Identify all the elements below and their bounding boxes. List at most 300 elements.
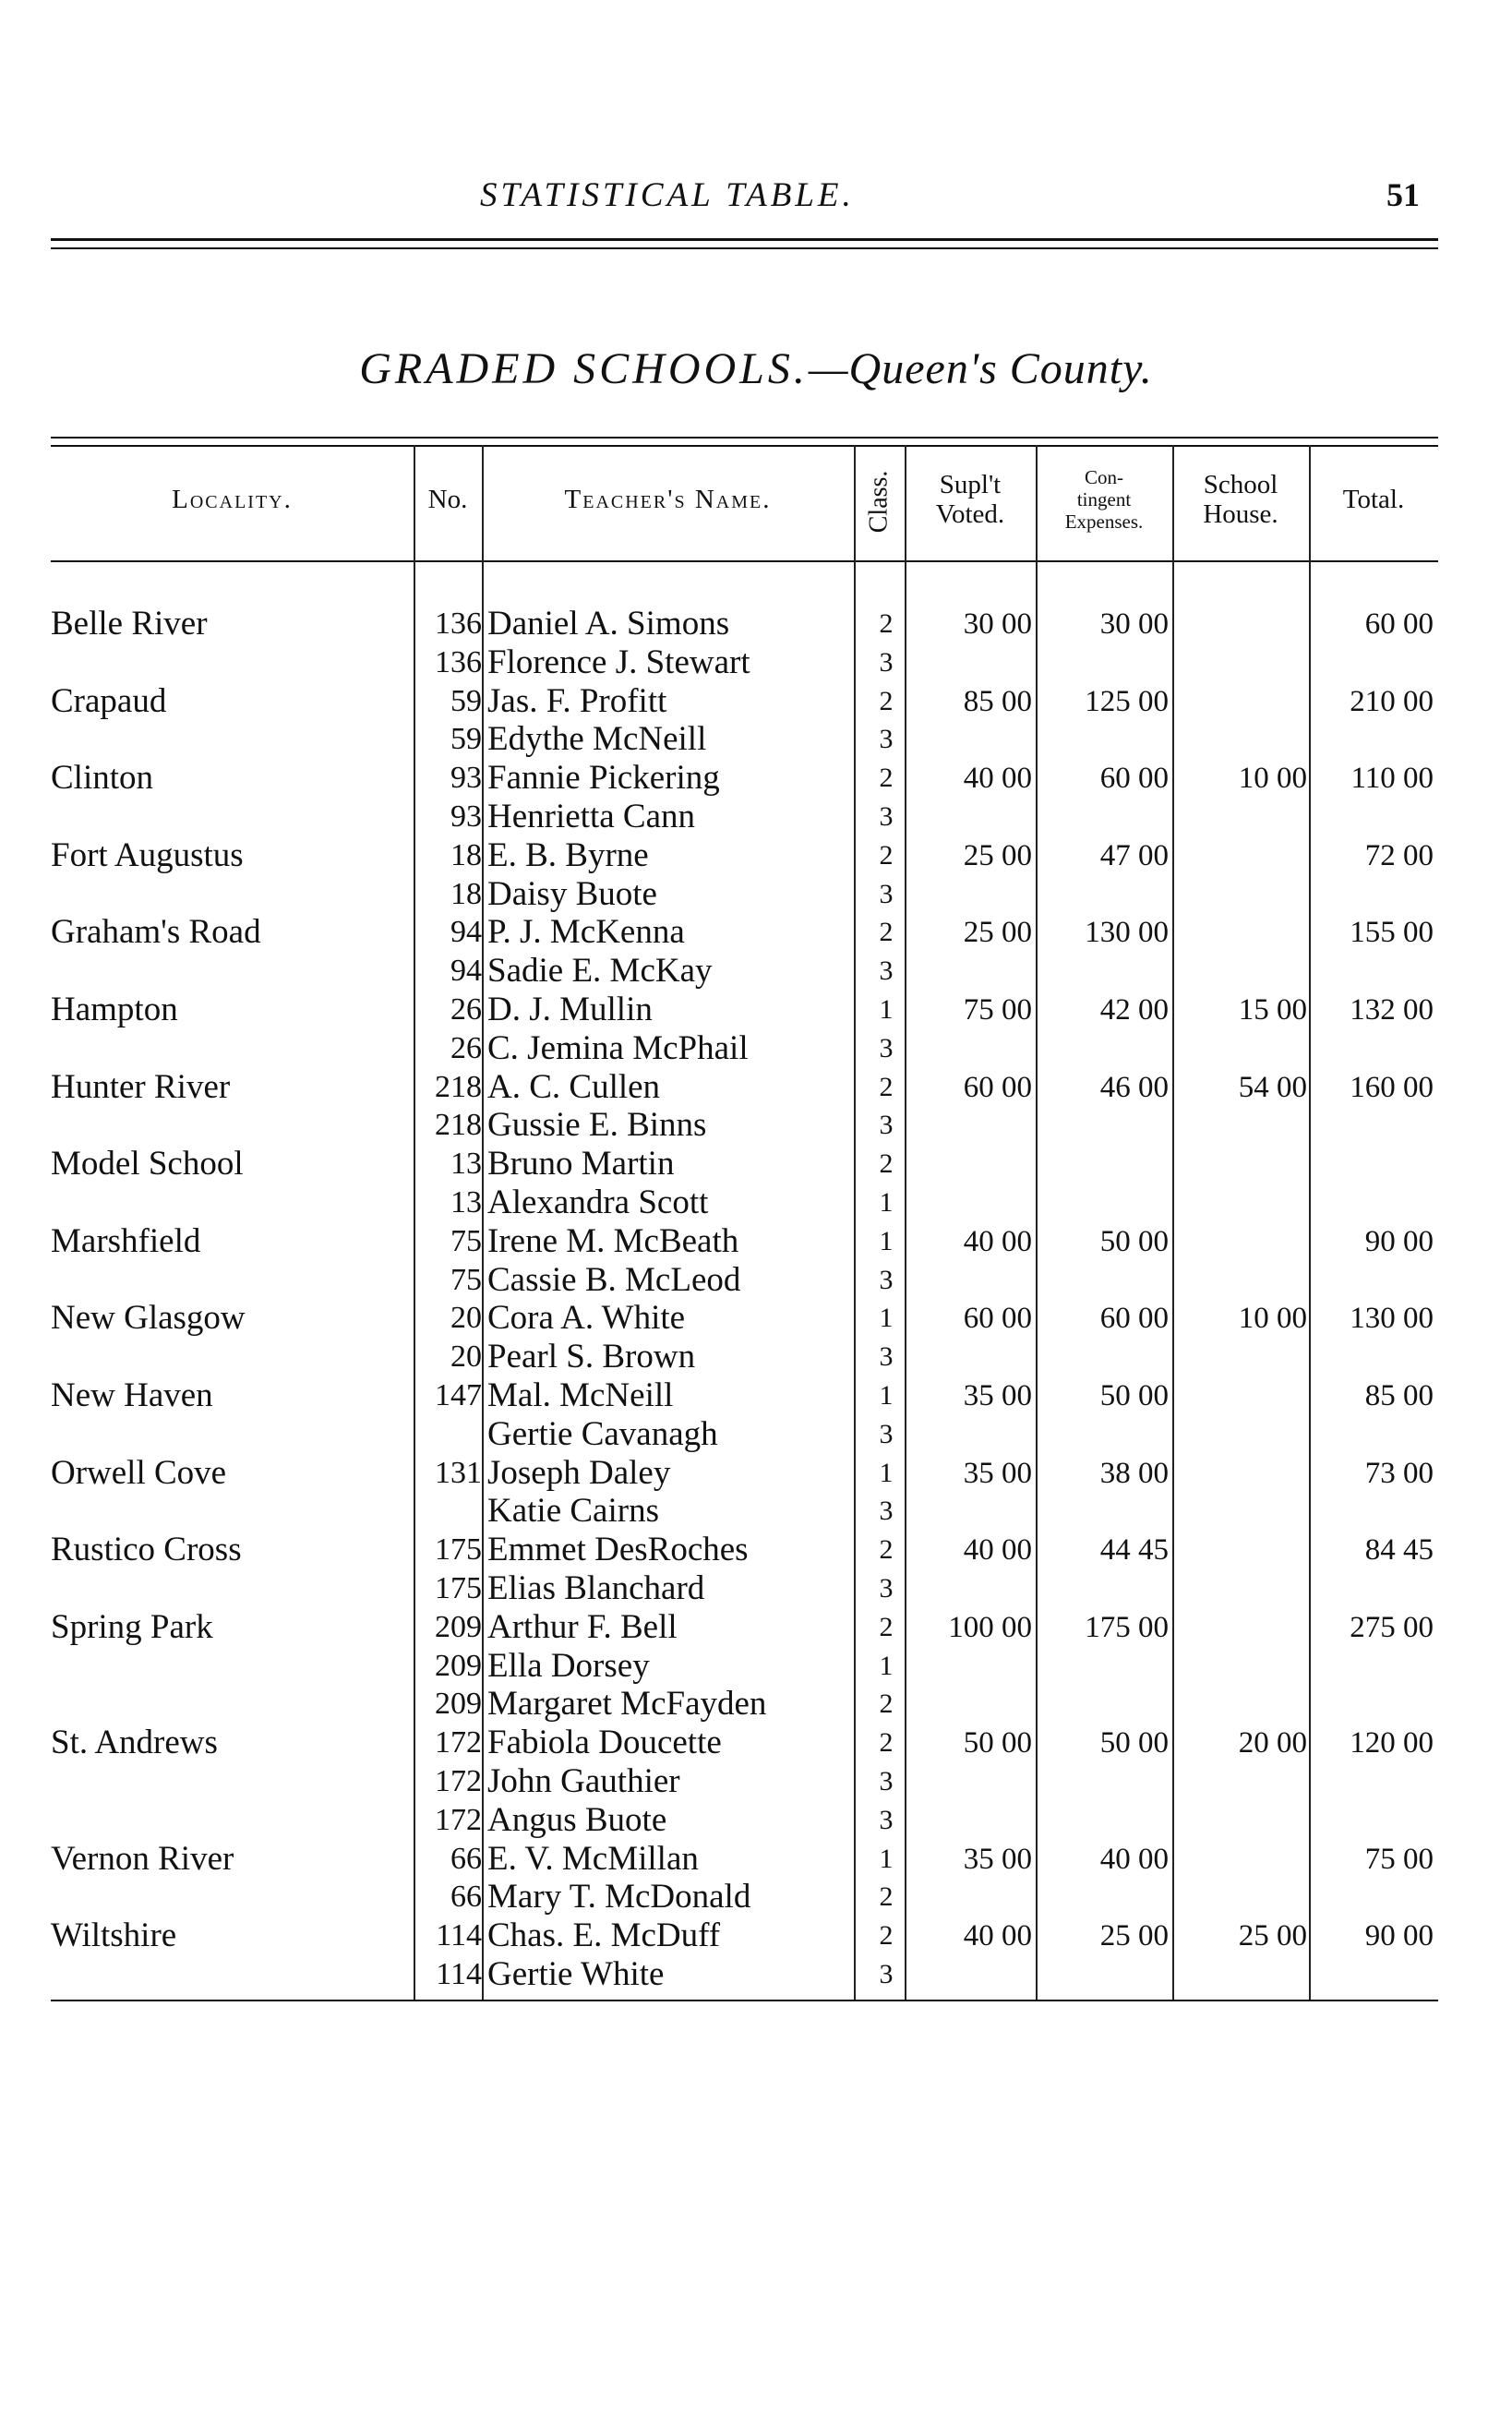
teacher-name-cell: Angus Buote [487,1800,667,1839]
school-house-cell [1178,1029,1307,1068]
teacher-name-cell: Cassie B. McLeod [487,1260,741,1299]
number-cell: 13 [450,1185,482,1220]
total-cell [1315,1647,1434,1686]
school-house-cell [1178,1955,1307,1994]
contingent-expenses-cell: 50 00 [1099,1726,1169,1760]
school-house-cell [1178,1647,1307,1686]
supl-voted-cell [914,1801,1032,1840]
teacher-name-cell: Chas. E. McDuff [487,1916,721,1955]
column-divider [482,445,484,2000]
number-cell: 175 [435,1571,482,1605]
number-cell: 147 [435,1378,482,1412]
number-cell: 172 [435,1725,482,1760]
supl-voted-cell: 60 00 [963,1070,1032,1104]
class-cell: 3 [879,724,894,755]
teacher-name-cell: Jas. F. Profitt [487,681,667,720]
total-cell: 130 00 [1350,1302,1434,1336]
number-cell: 93 [450,799,482,834]
school-house-cell [1178,1492,1307,1531]
number-cell: 136 [435,644,482,679]
locality-cell: New Haven [51,1376,213,1414]
class-cell: 2 [879,608,894,639]
locality-cell: Vernon River [51,1839,234,1878]
page-number: 51 [1386,176,1420,213]
class-cell: 3 [879,1766,894,1796]
number-cell: 75 [450,1223,482,1258]
class-cell: 1 [879,1843,894,1874]
supl-voted-cell [914,1878,1032,1916]
teacher-name-cell: Florence J. Stewart [487,643,750,681]
contingent-expenses-cell: 44 45 [1099,1533,1169,1568]
supl-voted-cell [914,952,1032,991]
column-divider [905,445,906,2000]
contingent-expenses-cell: 42 00 [1099,993,1169,1027]
class-cell: 2 [879,1534,894,1566]
contingent-expenses-cell [1041,952,1169,991]
teacher-name-cell: Henrietta Cann [487,798,695,835]
school-house-cell [1178,913,1307,952]
table-top-rule [51,437,1438,439]
header-class: Class. [864,470,894,534]
school-house-cell: 54 00 [1238,1070,1307,1104]
supl-voted-cell [914,643,1032,682]
supl-voted-cell [914,1647,1032,1686]
section-title-main: GRADED SCHOOLS. [359,344,809,393]
total-cell: 60 00 [1364,607,1434,641]
school-house-cell [1178,1222,1307,1261]
header-total: Total. [1342,485,1405,514]
school-house-cell [1178,1183,1307,1222]
teacher-name-cell: P. J. McKenna [487,913,685,952]
contingent-expenses-cell [1041,1801,1169,1840]
school-house-cell: 10 00 [1238,1302,1307,1336]
locality-cell: Model School [51,1145,244,1183]
total-cell: 210 00 [1350,684,1434,718]
school-house-cell: 25 00 [1238,1919,1307,1953]
total-cell [1315,798,1434,836]
section-title [0,343,1512,394]
school-house-cell [1178,682,1307,721]
total-cell [1315,952,1434,991]
total-cell: 132 00 [1350,993,1434,1027]
total-cell [1315,1261,1434,1300]
supl-voted-cell: 75 00 [963,993,1032,1027]
teacher-name-cell: Fannie Pickering [487,759,720,798]
locality-cell: Clinton [51,759,154,798]
contingent-expenses-cell [1041,1338,1169,1376]
number-cell: 20 [450,1340,482,1375]
number-cell: 218 [435,1108,482,1143]
total-cell: 110 00 [1350,762,1434,796]
supl-voted-cell: 40 00 [963,1533,1032,1568]
contingent-expenses-cell: 60 00 [1099,1302,1169,1336]
number-cell: 59 [450,683,482,718]
number-cell: 136 [435,607,482,641]
total-cell [1315,720,1434,759]
section-title-sub: —Queen's County. [808,344,1153,393]
total-cell: 84 45 [1364,1533,1434,1568]
contingent-expenses-cell [1041,1415,1169,1454]
supl-voted-cell [914,1183,1032,1222]
contingent-expenses-cell [1041,1647,1169,1686]
school-house-cell [1178,836,1307,875]
contingent-expenses-cell: 30 00 [1099,607,1169,641]
supl-voted-cell [914,1685,1032,1724]
number-cell: 114 [436,1957,482,1991]
contingent-expenses-cell [1041,1878,1169,1916]
teacher-name-cell: Gertie White [487,1955,665,1993]
school-house-cell [1178,720,1307,759]
school-house-cell [1178,1531,1307,1569]
supl-voted-cell: 30 00 [963,607,1032,641]
teacher-name-cell: Bruno Martin [487,1145,675,1183]
teacher-name-cell: Mary T. McDonald [487,1878,751,1916]
class-cell: 3 [879,1341,894,1373]
school-house-cell [1178,1145,1307,1183]
school-house-cell [1178,1840,1307,1879]
number-cell: 209 [435,1687,482,1722]
class-cell: 2 [879,1688,894,1720]
class-cell: 3 [879,1573,894,1604]
school-house-cell [1178,1878,1307,1916]
total-cell: 73 00 [1364,1456,1434,1490]
teacher-name-cell: C. Jemina McPhail [487,1028,749,1067]
locality-cell: Belle River [51,605,208,643]
school-house-cell [1178,1685,1307,1724]
contingent-expenses-cell: 175 00 [1085,1610,1169,1644]
class-cell: 2 [879,1148,894,1180]
total-cell [1315,643,1434,682]
class-cell: 2 [879,685,894,716]
header-locality: Locality. [172,485,293,514]
contingent-expenses-cell [1041,1029,1169,1068]
number-cell: 66 [450,1880,482,1915]
contingent-expenses-cell [1041,1762,1169,1801]
teacher-name-cell: Mal. McNeill [487,1376,674,1414]
class-cell: 3 [879,1959,894,1989]
supl-voted-cell [914,798,1032,836]
total-cell: 75 00 [1364,1842,1434,1876]
class-cell: 1 [879,1187,894,1218]
supl-voted-cell [914,1145,1032,1183]
supl-voted-cell: 100 00 [948,1610,1032,1644]
number-cell: 26 [450,1030,482,1065]
locality-cell: Marshfield [51,1221,201,1260]
supl-voted-cell [914,1955,1032,1994]
locality-cell: Crapaud [51,681,167,720]
class-cell: 2 [879,917,894,948]
number-cell: 172 [435,1802,482,1837]
class-cell: 1 [879,1225,894,1256]
school-house-cell [1178,643,1307,682]
contingent-expenses-cell [1041,1145,1169,1183]
class-cell: 3 [879,801,894,832]
number-cell: 66 [450,1841,482,1876]
header-cont-line2: tingent [1076,488,1132,511]
total-cell [1315,1145,1434,1183]
supl-voted-cell [914,1338,1032,1376]
number-cell: 209 [435,1609,482,1644]
supl-voted-cell [914,1762,1032,1801]
teacher-name-cell: Gertie Cavanagh [487,1414,718,1453]
school-house-cell: 15 00 [1238,993,1307,1027]
school-house-cell [1178,952,1307,991]
school-house-cell [1178,875,1307,914]
teacher-name-cell: John Gauthier [487,1762,680,1800]
contingent-expenses-cell [1041,1261,1169,1300]
total-cell [1315,1955,1434,1994]
contingent-expenses-cell [1041,1685,1169,1724]
supl-voted-cell: 25 00 [963,838,1032,872]
locality-cell: St. Andrews [51,1724,218,1762]
class-cell: 3 [879,1032,894,1063]
contingent-expenses-cell: 25 00 [1099,1919,1169,1953]
class-cell: 1 [879,1457,894,1488]
teacher-name-cell: Elias Blanchard [487,1569,705,1607]
table-top-rule-2 [51,445,1438,447]
school-house-cell [1178,1454,1307,1493]
teacher-name-cell: Sadie E. McKay [487,952,713,991]
supl-voted-cell [914,1029,1032,1068]
teacher-name-cell: Daniel A. Simons [487,605,730,643]
number-cell: 209 [435,1648,482,1683]
header-school-house [1172,471,1309,530]
locality-cell: Hunter River [51,1067,231,1106]
teacher-name-cell: E. V. McMillan [487,1839,699,1878]
number-cell [415,1415,482,1454]
total-cell: 275 00 [1350,1610,1434,1644]
number-cell: 94 [450,954,482,989]
contingent-expenses-cell [1041,875,1169,914]
number-cell: 175 [435,1532,482,1568]
header-school-line1: School [1203,470,1278,499]
locality-cell: New Glasgow [51,1299,246,1338]
teacher-name-cell: Fabiola Doucette [487,1724,722,1762]
total-cell [1315,1029,1434,1068]
school-house-cell [1178,1762,1307,1801]
supl-voted-cell: 40 00 [963,1919,1032,1953]
number-cell [415,1492,482,1531]
contingent-expenses-cell: 40 00 [1099,1842,1169,1876]
total-cell: 90 00 [1364,1224,1434,1258]
total-cell [1315,1492,1434,1531]
class-cell: 2 [879,1071,894,1102]
contingent-expenses-cell [1041,1183,1169,1222]
contingent-expenses-cell: 125 00 [1085,684,1169,718]
class-cell: 3 [879,1496,894,1527]
locality-cell: Rustico Cross [51,1531,242,1569]
class-cell: 3 [879,1418,894,1449]
class-cell: 3 [879,1264,894,1295]
column-divider [1172,445,1174,2000]
header-supl-line2: Voted. [935,499,1005,529]
column-divider [1036,445,1038,2000]
total-cell [1315,1183,1434,1222]
school-house-cell [1178,1376,1307,1415]
contingent-expenses-cell: 38 00 [1099,1456,1169,1490]
supl-voted-cell [914,1569,1032,1608]
supl-voted-cell [914,1106,1032,1145]
total-cell: 120 00 [1350,1726,1434,1760]
number-cell: 131 [435,1455,482,1490]
teacher-name-cell: Pearl S. Brown [487,1338,696,1376]
class-cell: 1 [879,994,894,1025]
class-cell: 2 [879,1881,894,1913]
number-cell: 94 [450,915,482,950]
teacher-name-cell: D. J. Mullin [487,991,653,1028]
total-cell [1315,1106,1434,1145]
number-cell: 75 [450,1262,482,1297]
column-divider [1309,445,1311,2000]
number-cell: 59 [450,722,482,757]
supl-voted-cell [914,1261,1032,1300]
supl-voted-cell: 40 00 [963,762,1032,796]
number-cell: 20 [450,1301,482,1336]
locality-cell: Hampton [51,991,178,1028]
school-house-cell [1178,1801,1307,1840]
supl-voted-cell [914,1415,1032,1454]
class-cell: 2 [879,763,894,794]
contingent-expenses-cell: 50 00 [1099,1224,1169,1258]
class-cell: 1 [879,1303,894,1334]
contingent-expenses-cell [1041,1492,1169,1531]
teacher-name-cell: Katie Cairns [487,1492,659,1531]
total-cell [1315,1569,1434,1608]
school-house-cell [1178,605,1307,643]
class-cell: 3 [879,1110,894,1141]
teacher-name-cell: Cora A. White [487,1299,686,1338]
class-cell: 2 [879,1611,894,1642]
school-house-cell: 10 00 [1238,762,1307,796]
class-cell: 2 [879,1920,894,1952]
total-cell: 155 00 [1350,916,1434,950]
school-house-cell [1178,1106,1307,1145]
total-cell [1315,1878,1434,1916]
supl-voted-cell: 85 00 [963,684,1032,718]
teacher-name-cell: Joseph Daley [487,1453,671,1492]
teacher-name-cell: Emmet DesRoches [487,1531,749,1569]
supl-voted-cell: 50 00 [963,1726,1032,1760]
number-cell: 93 [450,761,482,796]
header-supl-line1: Supl't [939,470,1002,499]
class-cell: 1 [879,1650,894,1681]
class-cell: 1 [879,1380,894,1411]
header-teacher: Teacher's Name. [564,485,772,514]
table-bottom-rule [51,2000,1438,2001]
number-cell: 114 [436,1918,482,1953]
school-house-cell [1178,1608,1307,1647]
contingent-expenses-cell: 60 00 [1099,762,1169,796]
header-rule-thin [51,247,1438,249]
supl-voted-cell: 60 00 [963,1302,1032,1336]
supl-voted-cell [914,875,1032,914]
total-cell: 160 00 [1350,1070,1434,1104]
contingent-expenses-cell [1041,720,1169,759]
contingent-expenses-cell [1041,643,1169,682]
contingent-expenses-cell: 47 00 [1099,838,1169,872]
header-supl [905,471,1036,530]
teacher-name-cell: E. B. Byrne [487,835,649,874]
teacher-name-cell: Daisy Buote [487,874,657,913]
class-cell: 2 [879,1727,894,1759]
class-cell: 3 [879,955,894,987]
supl-voted-cell: 25 00 [963,916,1032,950]
running-head: STATISTICAL TABLE. [480,176,855,214]
number-cell: 18 [450,876,482,911]
teacher-name-cell: Edythe McNeill [487,720,707,759]
teacher-name-cell: Gussie E. Binns [487,1106,707,1145]
contingent-expenses-cell: 46 00 [1099,1070,1169,1104]
total-cell: 85 00 [1364,1379,1434,1412]
school-house-cell: 20 00 [1238,1726,1307,1760]
school-house-cell [1178,1338,1307,1376]
teacher-name-cell: Ella Dorsey [487,1646,650,1685]
total-cell [1315,1762,1434,1801]
contingent-expenses-cell [1041,1106,1169,1145]
total-cell [1315,1685,1434,1724]
locality-cell: Orwell Cove [51,1453,227,1492]
class-cell: 2 [879,839,894,871]
number-cell: 13 [450,1147,482,1182]
contingent-expenses-cell [1041,798,1169,836]
header-contingent [1036,466,1172,533]
teacher-name-cell: Arthur F. Bell [487,1607,678,1646]
total-cell [1315,1415,1434,1454]
class-cell: 3 [879,1804,894,1835]
locality-cell: Spring Park [51,1607,213,1646]
teacher-name-cell: Alexandra Scott [487,1183,709,1221]
header-school-line2: House. [1203,499,1278,529]
total-cell: 90 00 [1364,1919,1434,1953]
header-cont-line1: Con- [1085,466,1123,488]
school-house-cell [1178,1261,1307,1300]
column-divider [854,445,856,2000]
school-house-cell [1178,798,1307,836]
table-header-rule [51,560,1438,562]
teacher-name-cell: Margaret McFayden [487,1685,767,1724]
total-cell [1315,875,1434,914]
school-house-cell [1178,1569,1307,1608]
locality-cell: Wiltshire [51,1916,177,1955]
locality-cell: Fort Augustus [51,835,244,874]
number-cell: 26 [450,992,482,1027]
contingent-expenses-cell [1041,1569,1169,1608]
number-cell: 172 [435,1764,482,1798]
supl-voted-cell [914,720,1032,759]
class-cell: 3 [879,878,894,909]
header-no: No. [427,485,468,514]
number-cell: 218 [435,1069,482,1104]
supl-voted-cell: 40 00 [963,1224,1032,1258]
supl-voted-cell: 35 00 [963,1456,1032,1490]
supl-voted-cell: 35 00 [963,1379,1032,1412]
teacher-name-cell: Irene M. McBeath [487,1221,739,1260]
total-cell [1315,1801,1434,1840]
number-cell: 18 [450,837,482,872]
total-cell: 72 00 [1364,838,1434,872]
supl-voted-cell [914,1492,1032,1531]
total-cell [1315,1338,1434,1376]
locality-cell: Graham's Road [51,913,261,952]
header-cont-line3: Expenses. [1064,511,1144,534]
header-rule-thick [51,238,1438,241]
school-house-cell [1178,1415,1307,1454]
contingent-expenses-cell: 50 00 [1099,1379,1169,1412]
class-cell: 3 [879,646,894,678]
teacher-name-cell: A. C. Cullen [487,1067,661,1106]
supl-voted-cell: 35 00 [963,1842,1032,1876]
contingent-expenses-cell: 130 00 [1085,916,1169,950]
